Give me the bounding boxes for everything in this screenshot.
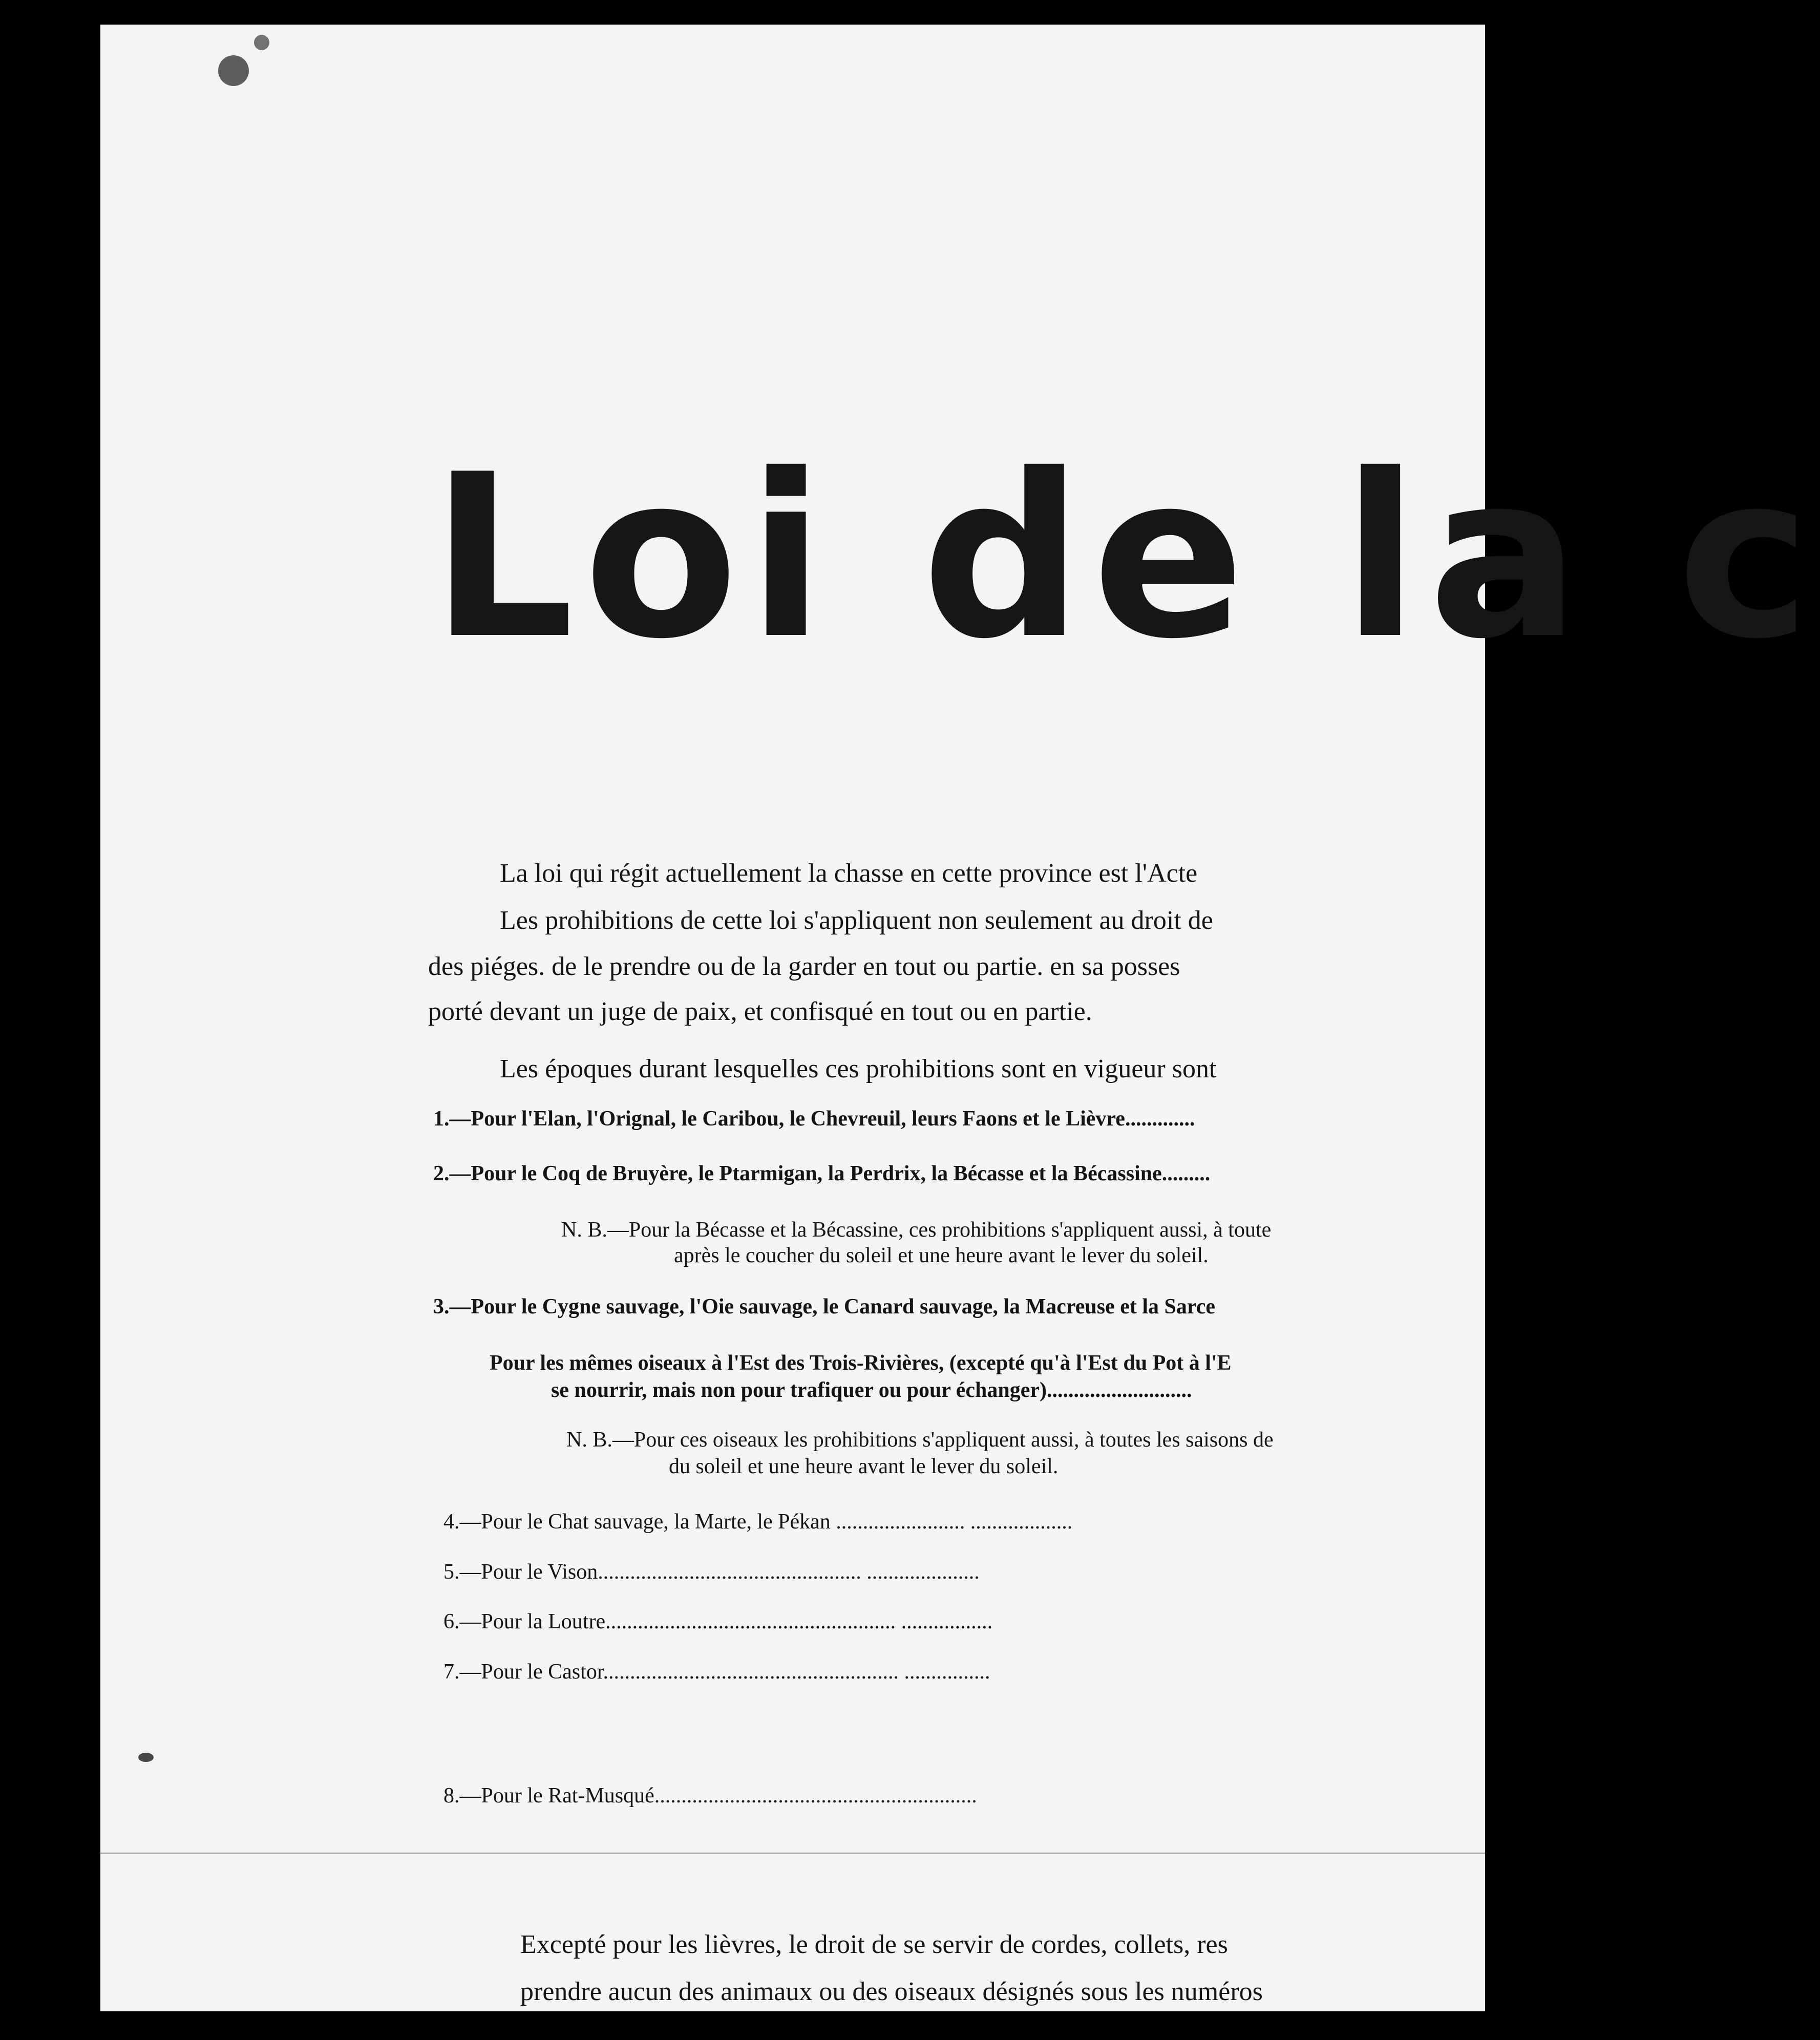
paragraph-prohibitions-end: porté devant un juge de paix, et confisqué en tout ou en partie. bbox=[428, 997, 1092, 1026]
ink-smudge bbox=[138, 1753, 154, 1762]
note-line: après le coucher du soleil et une heure avant le lever du soleil. bbox=[674, 1244, 1209, 1267]
paragraph-periods: Les époques durant lesquelles ces prohibitions sont en vigueur sont bbox=[500, 1054, 1217, 1083]
ink-smudge bbox=[218, 55, 249, 86]
list-item: 7.—Pour le Castor....................................................... ................ bbox=[443, 1660, 990, 1684]
list-item: 2.—Pour le Coq de Bruyère, le Ptarmigan, la Perdrix, la Bécasse et la Bécassine......... bbox=[433, 1162, 1211, 1185]
note-line: du soleil et une heure avant le lever du soleil. bbox=[669, 1455, 1059, 1478]
page-title: Loi de la c bbox=[431, 426, 1820, 688]
list-item: 8.—Pour le Rat-Musqué............................................................ bbox=[443, 1784, 977, 1808]
note-line: N. B.—Pour ces oiseaux les prohibitions s'appliquent aussi, à toutes les saisons de bbox=[566, 1428, 1274, 1452]
list-item: 1.—Pour l'Elan, l'Orignal, le Caribou, le Chevreuil, leurs Faons et le Lièvre............. bbox=[433, 1107, 1195, 1131]
paragraph-exception: Excepté pour les lièvres, le droit de se servir de cordes, collets, res bbox=[520, 1930, 1228, 1959]
note-line: N. B.—Pour la Bécasse et la Bécassine, ces prohibitions s'appliquent aussi, à toute bbox=[561, 1218, 1272, 1242]
poster-page bbox=[100, 25, 1820, 2011]
paragraph-exception-cont: prendre aucun des animaux ou des oiseaux désignés sous les numéros bbox=[520, 1977, 1263, 2006]
paragraph-prohibitions-cont: des piéges. de le prendre ou de la garder en tout ou partie. en sa posses bbox=[428, 952, 1180, 981]
list-item: 6.—Pour la Loutre...................................................... ................. bbox=[443, 1610, 993, 1633]
list-item: 5.—Pour le Vison................................................. ..................... bbox=[443, 1560, 980, 1584]
list-item: 3.—Pour le Cygne sauvage, l'Oie sauvage, le Canard sauvage, la Macreuse et la Sarce bbox=[433, 1295, 1216, 1319]
paragraph-intro: La loi qui régit actuellement la chasse en cette province est l'Acte bbox=[500, 859, 1198, 888]
list-item: 4.—Pour le Chat sauvage, la Marte, le Pékan ........................ ................... bbox=[443, 1510, 1073, 1534]
list-item: Pour les mêmes oiseaux à l'Est des Trois-Rivières, (excepté qu'à l'Est du Pot à l'E bbox=[490, 1351, 1232, 1375]
list-item: se nourrir, mais non pour trafiquer ou pour échanger)........................... bbox=[551, 1378, 1192, 1402]
paragraph-prohibitions: Les prohibitions de cette loi s'appliquent non seulement au droit de bbox=[500, 906, 1213, 935]
ink-smudge bbox=[254, 35, 269, 50]
